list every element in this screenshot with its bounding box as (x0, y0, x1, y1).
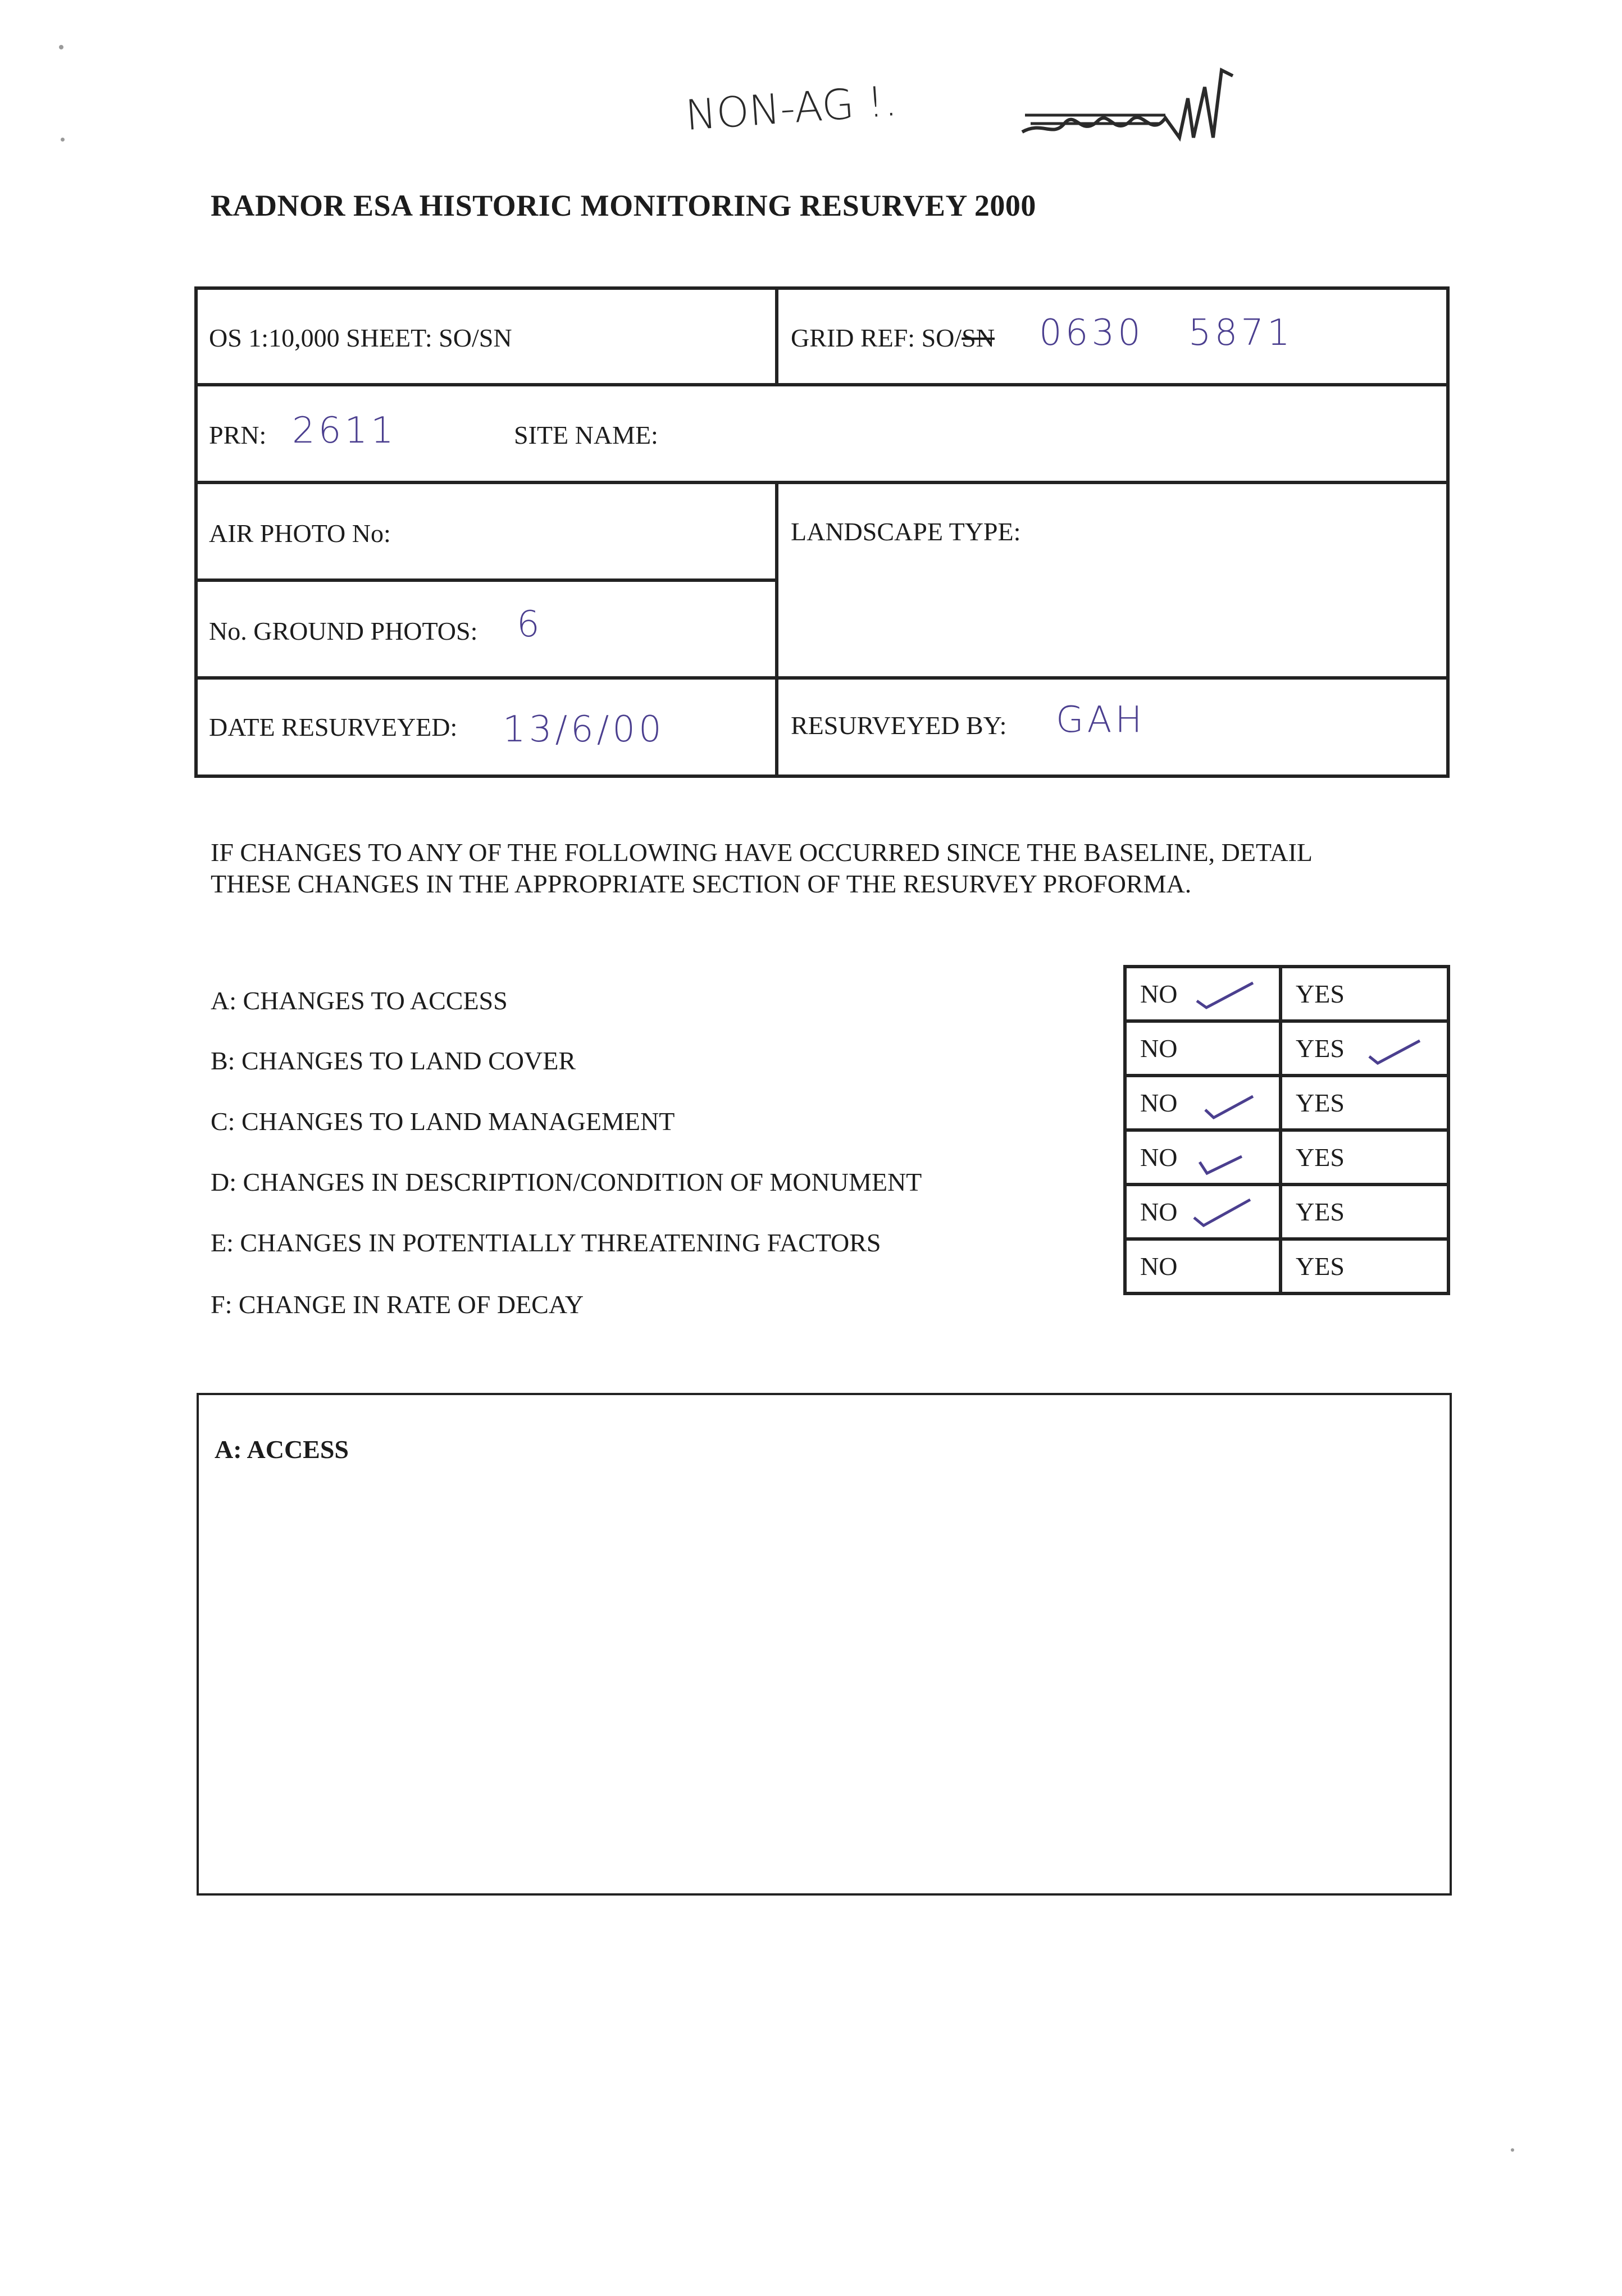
no-label: NO (1140, 1197, 1178, 1226)
resurveyed-by-value: GAH (1056, 699, 1146, 741)
no-checkbox-land-cover[interactable] (1125, 1021, 1281, 1076)
change-item-monument-condition: D: CHANGES IN DESCRIPTION/CONDITION OF MONUMENT (211, 1168, 922, 1196)
table-row (1125, 1076, 1448, 1130)
checkmark-icon (1202, 1090, 1264, 1123)
table-row (1125, 1239, 1448, 1293)
date-resurveyed-value: 13/6/00 (503, 709, 665, 750)
resurveyed-by-label: RESURVEYED BY: (791, 711, 1007, 740)
grid-ref-value: 0630 5871 (1039, 312, 1293, 354)
yes-checkbox-rate-of-decay[interactable] (1281, 1239, 1448, 1293)
scan-speck (1511, 2148, 1514, 2152)
signature-scribble (1019, 53, 1244, 154)
air-photo-label: AIR PHOTO No: (209, 519, 391, 548)
grid-ref-label (791, 323, 995, 353)
no-checkbox-monument-condition[interactable] (1125, 1130, 1281, 1185)
grid-ref-struck-text: SN (962, 324, 995, 352)
yes-label: YES (1296, 1034, 1345, 1063)
checkmark-icon (1197, 1145, 1259, 1179)
landscape-type-label: LANDSCAPE TYPE: (791, 517, 1021, 546)
yes-label: YES (1296, 980, 1345, 1008)
no-checkbox-access[interactable] (1125, 967, 1281, 1021)
site-name-label: SITE NAME: (514, 421, 658, 449)
header-divider (194, 481, 1450, 484)
instructions (211, 837, 1446, 900)
table-row (1125, 967, 1448, 1021)
no-checkbox-land-management[interactable] (1125, 1076, 1281, 1130)
handwritten-top-note: NON-AG !. (684, 76, 899, 140)
no-label: NO (1140, 980, 1178, 1008)
ground-photos-value: 6 (517, 604, 543, 645)
no-label: NO (1140, 1143, 1178, 1172)
no-checkbox-threatening-factors[interactable] (1125, 1185, 1281, 1239)
yes-label: YES (1296, 1252, 1345, 1281)
access-section-title: A: ACCESS (215, 1435, 349, 1464)
date-resurveyed-label: DATE RESURVEYED: (209, 713, 458, 741)
checkmark-icon (1366, 1035, 1428, 1069)
prn-value: 2611 (292, 410, 397, 452)
header-column-divider (775, 286, 778, 385)
no-checkbox-rate-of-decay[interactable] (1125, 1239, 1281, 1293)
header-divider (194, 383, 1450, 386)
no-label: NO (1140, 1252, 1178, 1281)
scan-speck (61, 138, 65, 142)
yes-checkbox-monument-condition[interactable] (1281, 1130, 1448, 1185)
change-item-land-cover: B: CHANGES TO LAND COVER (211, 1046, 576, 1075)
ground-photos-label: No. GROUND PHOTOS: (209, 617, 478, 645)
access-section[interactable] (197, 1393, 1452, 1896)
checkmark-icon (1194, 978, 1256, 1012)
yes-checkbox-access[interactable] (1281, 967, 1448, 1021)
instructions-line: THESE CHANGES IN THE APPROPRIATE SECTION OF THE RESURVEY PROFORMA. (211, 869, 1192, 898)
header-divider (194, 676, 1450, 680)
no-label: NO (1140, 1034, 1178, 1063)
yes-label: YES (1296, 1143, 1345, 1172)
grid-ref-prefix: GRID REF: SO/ (791, 324, 962, 352)
scan-speck (59, 45, 63, 49)
yes-checkbox-land-cover[interactable] (1281, 1021, 1448, 1076)
yes-checkbox-land-management[interactable] (1281, 1076, 1448, 1130)
os-sheet-label: OS 1:10,000 SHEET: SO/SN (209, 324, 512, 352)
change-item-threatening-factors: E: CHANGES IN POTENTIALLY THREATENING FACTORS (211, 1228, 881, 1257)
table-row (1125, 1021, 1448, 1076)
yes-label: YES (1296, 1088, 1345, 1117)
change-item-access: A: CHANGES TO ACCESS (211, 986, 508, 1015)
yes-no-table (1123, 965, 1450, 1295)
change-item-land-management: C: CHANGES TO LAND MANAGEMENT (211, 1107, 675, 1136)
checkmark-icon (1191, 1195, 1253, 1229)
table-row (1125, 1185, 1448, 1239)
instructions-line: IF CHANGES TO ANY OF THE FOLLOWING HAVE OCCURRED SINCE THE BASELINE, DETAIL (211, 838, 1313, 867)
header-column-divider (775, 481, 778, 778)
yes-label: YES (1296, 1197, 1345, 1226)
form-title: RADNOR ESA HISTORIC MONITORING RESURVEY 2000 (211, 189, 1036, 222)
yes-checkbox-threatening-factors[interactable] (1281, 1185, 1448, 1239)
no-label: NO (1140, 1088, 1178, 1117)
change-item-rate-of-decay: F: CHANGE IN RATE OF DECAY (211, 1290, 584, 1319)
prn-label: PRN: (209, 421, 267, 449)
header-divider (194, 578, 778, 582)
table-row (1125, 1130, 1448, 1185)
